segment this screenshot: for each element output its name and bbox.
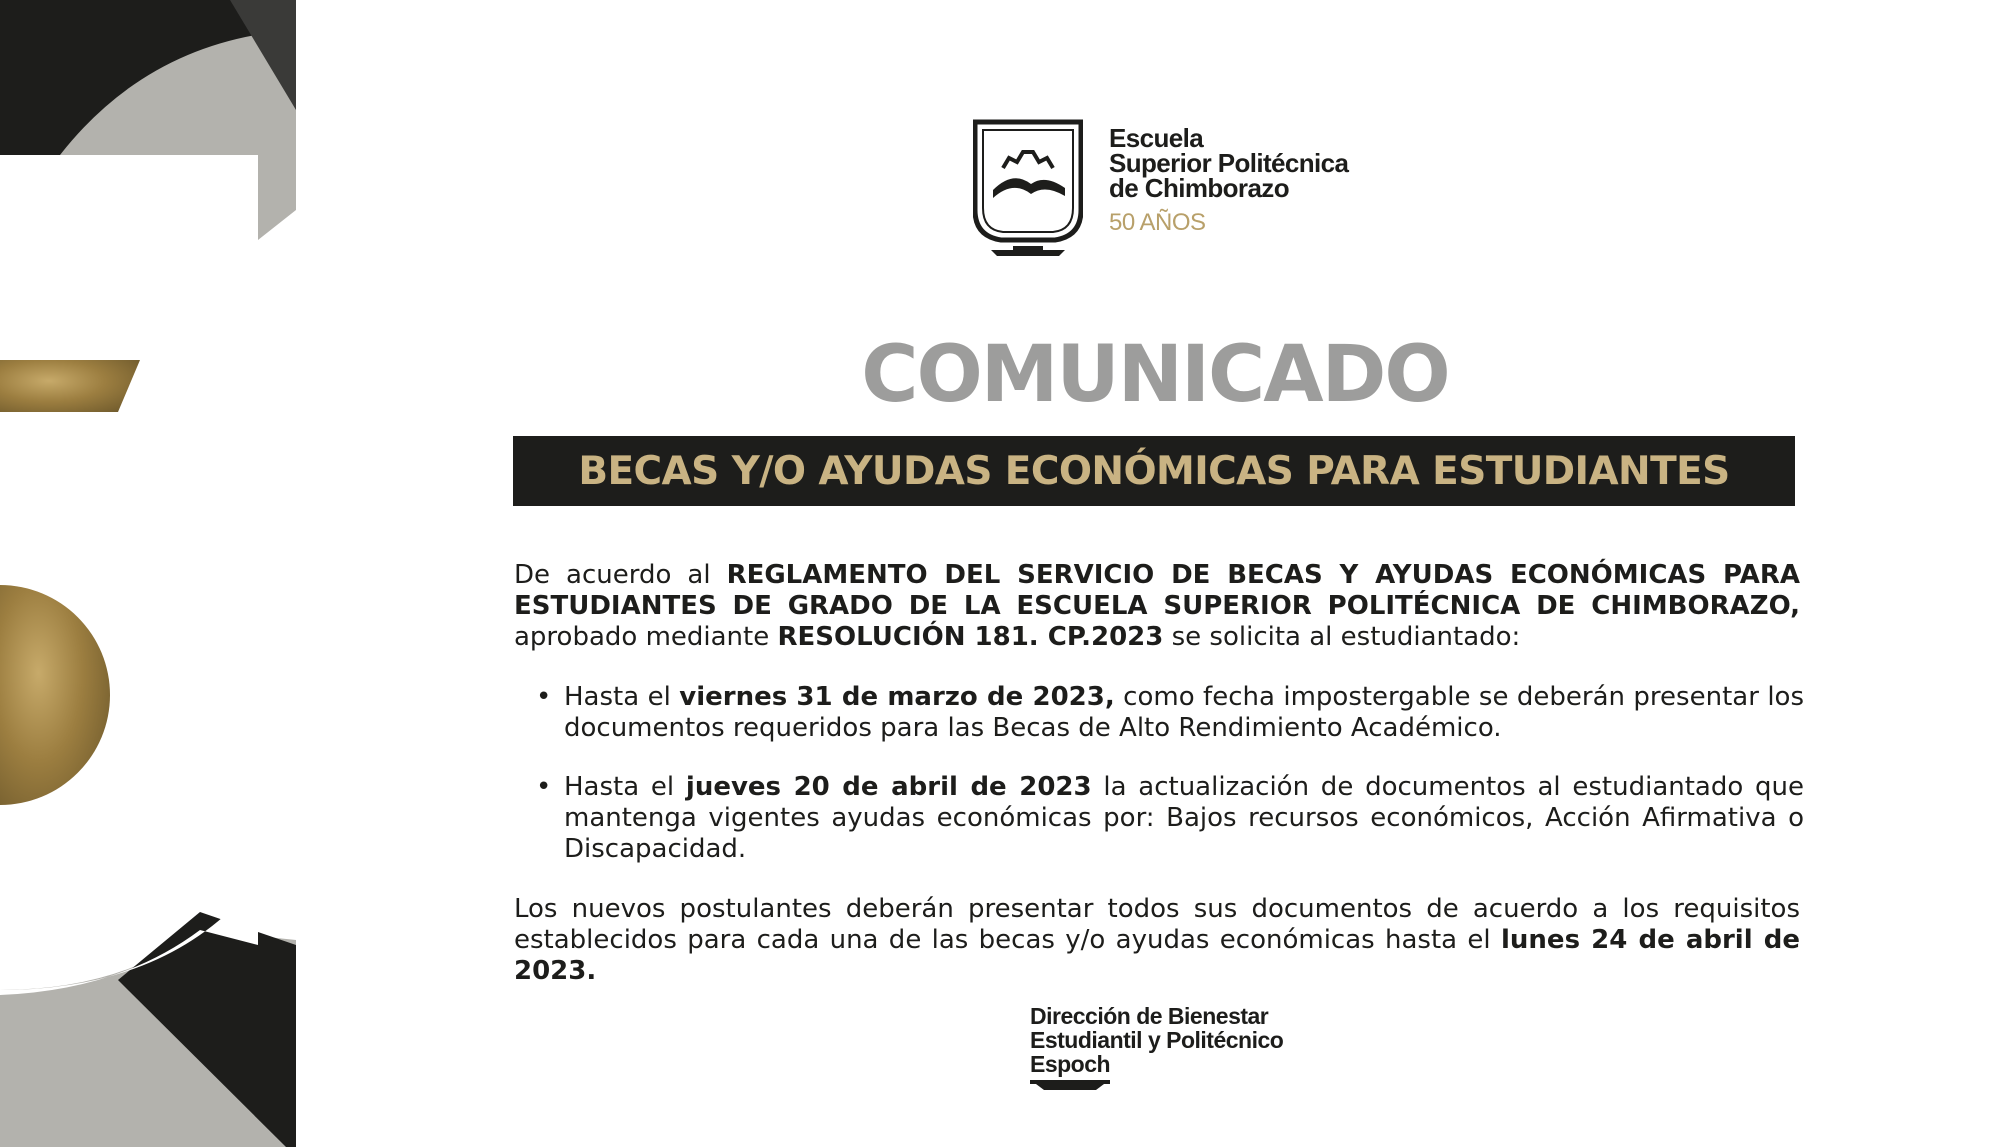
bullet-2-date: jueves 20 de abril de 2023 bbox=[685, 772, 1092, 802]
intro-text-2: aprobado mediante bbox=[514, 622, 778, 652]
intro-text-3: se solicita al estudiantado: bbox=[1163, 622, 1521, 652]
bullet-1-date: viernes 31 de marzo de 2023, bbox=[679, 682, 1115, 712]
bullet-dot-icon: • bbox=[536, 682, 552, 712]
bullet-1-before: Hasta el bbox=[564, 682, 680, 712]
bullet-2-before: Hasta el bbox=[564, 772, 686, 802]
list-item bbox=[534, 682, 1804, 744]
decorative-side-artwork bbox=[0, 0, 296, 1147]
bullet-list bbox=[534, 682, 1804, 893]
intro-paragraph bbox=[514, 560, 1800, 653]
logo-line-2: Superior Politécnica bbox=[1109, 148, 1349, 178]
page-title: COMUNICADO bbox=[861, 330, 1449, 420]
subtitle-banner bbox=[513, 436, 1795, 506]
bullet-1-after: como fecha impostergable se deberán presentar los documentos requeridos para las Becas de Alto Rendimiento Académico. bbox=[564, 682, 1805, 743]
closing-text: Los nuevos postulantes deberán presentar todos sus documentos de acuerdo a los requisitos establecidos para cada una de las becas y/o ayudas económicas hasta el bbox=[514, 894, 1800, 955]
art-gold-band bbox=[0, 360, 140, 412]
footer-line-3: Espoch bbox=[1030, 1051, 1111, 1077]
logo-line-1: Escuela bbox=[1109, 123, 1204, 153]
intro-text-1: De acuerdo al bbox=[514, 560, 727, 590]
intro-bold-regulation: REGLAMENTO DEL SERVICIO DE BECAS Y AYUDAS ECONÓMICAS PARA ESTUDIANTES DE GRADO DE LA ESCUELA SUPERIOR POLITÉCNICA DE CHIMBORAZO, bbox=[514, 560, 1800, 621]
logo-line-3: de Chimborazo bbox=[1109, 173, 1289, 203]
list-item bbox=[534, 772, 1804, 865]
footer-line-2: Estudiantil y Politécnico bbox=[1030, 1027, 1284, 1053]
shield-emblem-icon bbox=[973, 118, 1083, 258]
closing-date: lunes 24 de abril de 2023. bbox=[514, 925, 1800, 986]
footer-department bbox=[1030, 1004, 1283, 1090]
closing-paragraph bbox=[514, 894, 1800, 987]
subtitle-text: BECAS Y/O AYUDAS ECONÓMICAS PARA ESTUDIANTES bbox=[578, 448, 1730, 494]
bullet-text bbox=[564, 772, 1804, 865]
footer-underline-icon bbox=[1030, 1080, 1110, 1090]
institution-logo bbox=[973, 118, 1353, 258]
logo-text bbox=[1109, 123, 1349, 237]
intro-bold-resolution: RESOLUCIÓN 181. CP.2023 bbox=[777, 622, 1164, 652]
footer-line-1: Dirección de Bienestar bbox=[1030, 1003, 1269, 1029]
bullet-dot-icon: • bbox=[536, 772, 552, 802]
logo-years: 50 AÑOS bbox=[1109, 209, 1206, 236]
bullet-2-after: la actualización de documentos al estudiantado que mantenga vigentes ayudas económicas por: Bajos recursos económicos, Acción Afirmativa o Discapacidad. bbox=[564, 772, 1805, 864]
bullet-text bbox=[564, 682, 1804, 744]
